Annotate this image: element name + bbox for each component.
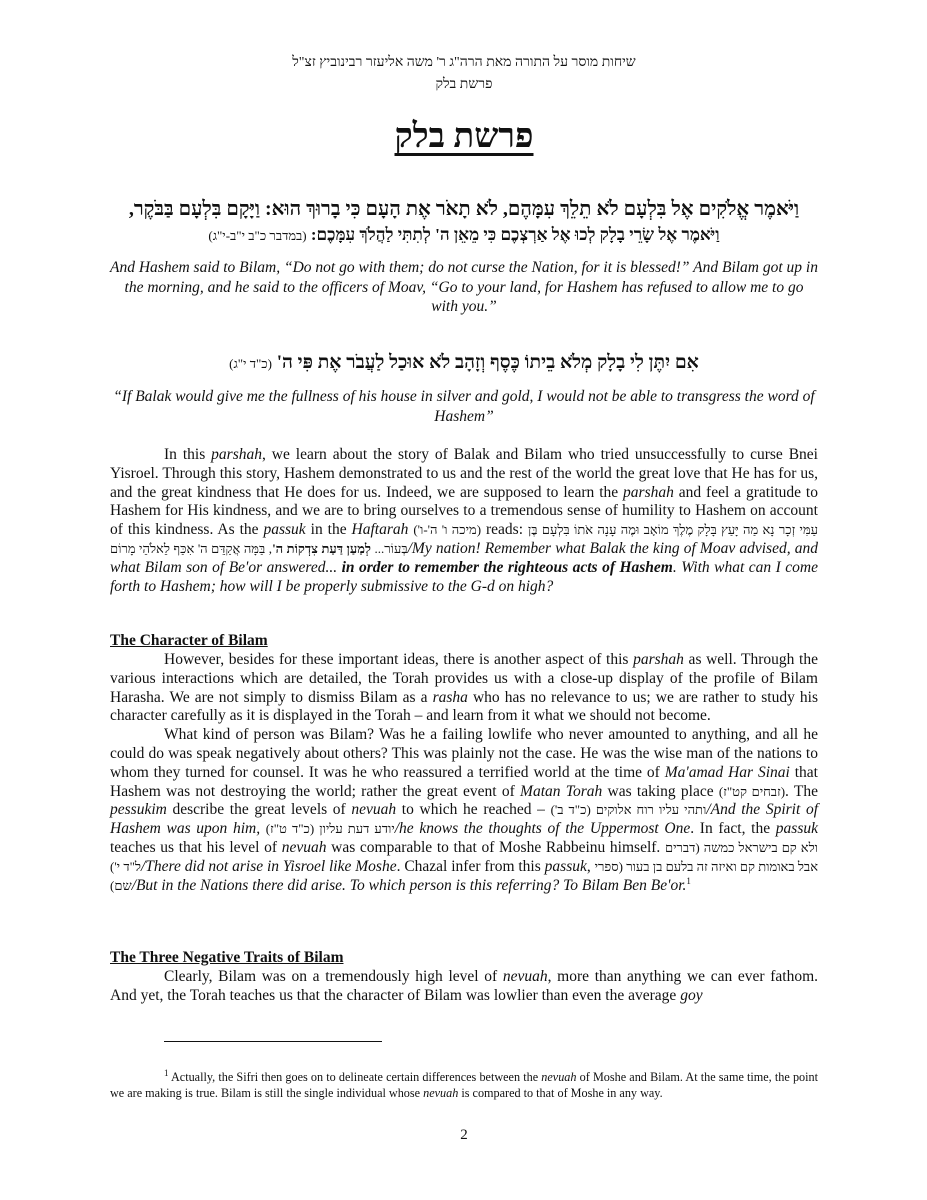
verse1-line-a: וַיֹּאמֶר אֱלֹקִים אֶל בִּלְעָם לֹא תֵלֵךְ עִמָּהֶם, לֹא תָאֹר אֶת הָעָם כִּי בָרוּךְ הוּא: וַיָּקָם בִּלְעָם בַּבֹּקֶר,	[128, 198, 800, 220]
footnote-reference: 1	[686, 875, 691, 886]
footnote-number: 1	[164, 1067, 169, 1078]
page-number: 2	[460, 1127, 468, 1143]
verse1-citation: (במדבר כ"ב י"ב-י"ג)	[208, 228, 307, 243]
intro-paragraph: In this parshah, we learn about the story of Balak and Bilam who tried unsuccessfully to curse Bnei Yisroel. Through this story, Hashem demonstrated to us and the rest of the world the great love that He has for us, and the great kindness that He does for us. Indeed, we are supposed to learn the parshah and feel a gratitude to Hashem for His kindness, and we are to bring ourselves to a tremendous sense of humility to Hashem on account of this kindness. As the passuk in the Haftarah (מיכה ו' ה'-ו') reads: עַמִּי זְכָר נָא מַה יָּעַץ בָּלָק מֶלֶךְ מוֹאָב וּמֶה עָנָה אֹתוֹ בִּלְעָם בֶּן בְּעוֹר... לְמַעַן דַּעַת צִדְקוֹת ה', בַּמָּה אֲקַדֵּם ה' אִכַּף לֵאלֹהֵי מָרוֹם /My nation! Remember what Balak the king of Moav advised, and what Bilam son of Be'or answered... in order to remember the righteous acts of Hashem. With what can I come forth to Hashem; how will I be properly submissive to the G-d on high?	[110, 446, 819, 595]
section2-body: Clearly, Bilam was on a tremendously high level of nevuah, more than anything we can ever fathom. And yet, the Torah teaches us that the character of Bilam was lowlier than even the average goy	[110, 968, 818, 1004]
verse2-text: אִם יִתֶּן לִי בָלָק מְלֹא בֵיתוֹ כֶּסֶף וְזָהָב לֹא אוּכַל לַעֲבֹר אֶת פִּי ה'	[276, 352, 699, 373]
section1-paragraph2: What kind of person was Bilam? Was he a failing lowlife who never amounted to anything, and all he could do was speak negatively about others? This was plainly not the case. He was the wise man of the nations to whom they turned for counsel. It was he who reassured a terrified world at the time of Ma'amad Har Sinai that Hashem was not destroying the world; rather the great event of Matan Torah was taking place (זבחים קט"ז). The pessukim describe the great levels of nevuah to which he reached – ותהי עליו רוח אלוקים (כ"ד ב')/And the Spirit of Hashem was upon him, יודע דעת עליון (כ"ד ט"ז)/he knows the thoughts of the Uppermost One. In fact, the passuk teaches us that his level of nevuah was comparable to that of Moshe Rabbeinu himself. ולא קם בישראל כמשה (דברים ל"ד י')/There did not arise in Yisroel like Moshe. Chazal infer from this passuk, אבל באומות קם ואיזה זה בלעם בן בעור (ספרי שם)/But in the Nations there did arise. To which person is this referring? To Bilam Ben Be'or.$^1$	[110, 726, 818, 894]
section1-paragraph1: However, besides for these important ideas, there is another aspect of this parshah as well. Through the various interactions which are detailed, the Torah provides us with a close-up display of the profile of Bilam Harasha. We are not simply to dismiss Bilam as a rasha who has no relevance to us; we are rather to study his character carefully as it is displayed in the Torah – and learn from it what we should not become.	[110, 651, 819, 725]
section1-body	[110, 651, 818, 895]
footnote-separator	[164, 1041, 382, 1042]
verse1-translation: And Hashem said to Bilam, “Do not go with them; do not curse the Nation, for it is blessed!” And Bilam got up in the morning, and he said to the officers of Moav, “Go to your land, for Hashem has refused to allow me to go with you.”	[110, 259, 818, 315]
verse2-translation: “If Balak would give me the fullness of his house in silver and gold, I would not be able to transgress the word of Hashem”	[113, 388, 815, 425]
verse1-line-b-text: וַיֹּאמֶר אֶל שָׂרֵי בָלָק לְכוּ אֶל אַרְצְכֶם כִּי מֵאֵן ה' לְתִתִּי לַהֲלֹךְ עִמָּכֶם:	[310, 225, 720, 244]
verse1-line-b	[110, 225, 818, 245]
verse2-citation: (כ"ד י"ג)	[229, 356, 272, 371]
footnote: $^1$ Actually, the Sifri then goes on to delineate certain differences between the nevuah of Moshe and Bilam. At the same time, the point we are making is true. Bilam is still the single individual whose nevuah is compared to that of Moshe in any way.	[110, 1067, 818, 1100]
section-heading-character: The Character of Bilam	[110, 632, 268, 649]
section-heading-negative-traits: The Three Negative Traits of Bilam	[110, 949, 344, 966]
running-header-line2: פרשת בלק	[435, 77, 493, 92]
running-header-line1: שיחות מוסר על התורה מאת הרה"ג ר' משה אליעזר רבינוביץ זצ"ל	[292, 55, 636, 70]
verse2	[110, 352, 818, 374]
page-title: פרשת בלק	[394, 118, 534, 155]
